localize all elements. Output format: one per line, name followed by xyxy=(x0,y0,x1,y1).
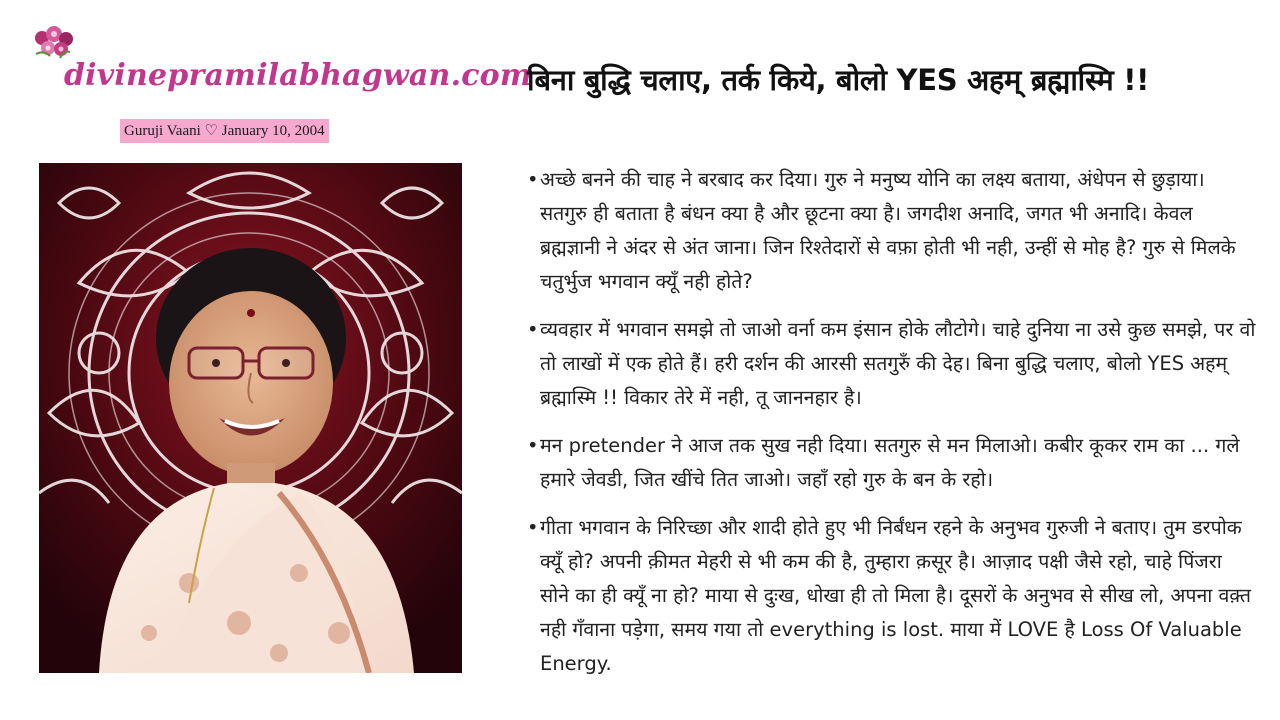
bullet: • xyxy=(527,318,539,341)
point-text: व्यवहार में भगवान समझे तो जाओ वर्ना कम इंसान होके लौटोगे। चाहे दुनिया ना उसे कुछ समझे, पर वो तो लाखों में एक होते हैं। हरी दर्शन की आरसी सतगुरुँ की देह। बिना बुद्धि चलाए, बोलो YES अहम् ब्रह्मास्मि !! विकार तेरे में नही, तू जाननहार है। xyxy=(540,318,1256,409)
teaching-points xyxy=(527,163,1257,695)
list-item xyxy=(527,429,1257,497)
page-title: बिना बुद्धि चलाए, तर्क किये, बोलो YES अहम् ब्रह्मास्मि !! xyxy=(527,63,1150,97)
bullet: • xyxy=(527,168,539,191)
bullet: • xyxy=(527,516,539,539)
point-text: गीता भगवान के निरिच्छा और शादी होते हुए भी निर्बंधन रहने के अनुभव गुरुजी ने बताए। तुम डरपोक क्यूँ हो? अपनी क़ीमत मेहरी से भी कम की है, तुम्हारा क़सूर है। आज़ाद पक्षी जैसे रहो, चाहे पिंजरा सोने का ही क्यूँ ना हो? माया से दुःख, धोखा ही तो मिला है। दूसरों के अनुभव से सीख लो, अपना वक़्त नही गँवाना पड़ेगा, समय गया तो everything is lost. माया में LOVE है Loss Of Valuable Energy. xyxy=(540,516,1251,675)
bullet: • xyxy=(527,434,539,457)
point-text: अच्छे बनने की चाह ने बरबाद कर दिया। गुरु ने मनुष्य योनि का लक्ष्य बताया, अंधेपन से छुड़ाया। सतगुरु ही बताता है बंधन क्या है और छूटना क्या है। जगदीश अनादि, जगत भी अनादि। केवल ब्रह्मज्ञानी ने अंदर से अंत जाना। जिन रिश्तेदारों से वफ़ा होती भी नही, उन्हीं से मोह है? गुरु से मिलके चतुर्भुज भगवान क्यूँ नही होते? xyxy=(540,168,1236,293)
list-item xyxy=(527,511,1257,681)
list-item xyxy=(527,163,1257,299)
point-text: मन pretender ने आज तक सुख नही दिया। सतगुरु से मन मिलाओ। कबीर कूकर राम का ... गले हमारे जेवडी, जित खींचे तित जाओ। जहाँ रहो गुरु के बन के रहो। xyxy=(540,434,1240,491)
list-item xyxy=(527,313,1257,415)
site-name[interactable]: divinepramilabhagwan.com xyxy=(64,58,532,93)
guruji-photo xyxy=(39,163,462,673)
date-badge: Guruji Vaani ♡ January 10, 2004 xyxy=(120,119,329,143)
